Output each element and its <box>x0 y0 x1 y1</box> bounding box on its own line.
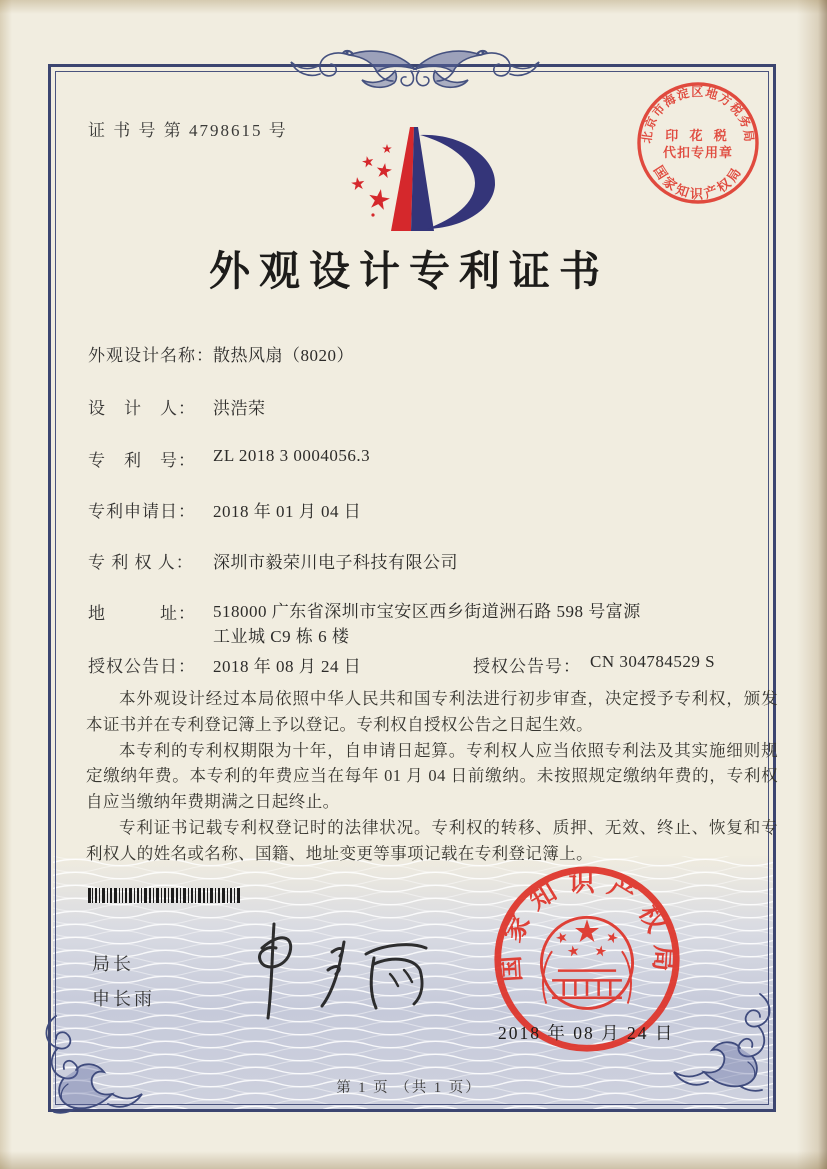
field-row-patentee <box>88 548 778 572</box>
seal-date: 2018 年 08 月 24 日 <box>498 1023 675 1043</box>
field-value: CN 304784529 S <box>590 652 716 671</box>
svg-text:国家知识产权局 <box>651 163 746 201</box>
paper-edge-shading <box>797 0 827 1169</box>
corner-scroll-ornament-icon <box>32 1014 144 1118</box>
legal-text-block <box>86 686 778 867</box>
field-value: 518000 广东省深圳市宝安区西乡街道洲石路 598 号富源工业城 C9 栋 6 楼 <box>213 602 641 646</box>
field-value: 深圳市毅荣川电子科技有限公司 <box>213 553 458 572</box>
field-row-design-name <box>88 341 778 365</box>
tax-stamp-line1: 印 花 税 <box>665 128 731 143</box>
certificate-title: 外观设计专利证书 <box>209 248 609 294</box>
certificate-number: 证 书 号 第 4798615 号 <box>88 121 288 140</box>
paper-edge-shading <box>0 0 827 14</box>
field-label: 设 计 人： <box>88 399 196 418</box>
field-row-grant <box>88 652 778 676</box>
barcode-icon <box>88 888 242 903</box>
legal-paragraph: 本外观设计经过本局依照中华人民共和国专利法进行初步审查，决定授予专利权，颁发本证书并在专利登记簿上予以登记。专利权自授权公告之日起生效。 <box>86 689 778 734</box>
field-value: 2018 年 08 月 24 日 <box>213 657 362 676</box>
paper-edge-shading <box>0 1151 827 1169</box>
field-value: 2018 年 01 月 04 日 <box>213 502 362 521</box>
director-name: 申长雨 <box>92 989 155 1009</box>
director-title: 局长 <box>92 954 134 974</box>
legal-paragraph: 专利证书记载专利权登记时的法律状况。专利权的转移、质押、无效、终止、恢复和专利权人的姓名或名称、国籍、地址变更等事项记载在专利登记簿上。 <box>86 817 778 863</box>
field-row-patent-no <box>88 446 778 470</box>
field-label: 授权公告号： <box>473 657 581 676</box>
tax-stamp-arc-bottom: 国家知识产权局 <box>650 162 746 202</box>
field-label: 外观设计名称： <box>88 346 214 365</box>
page-footer: 第 1 页 （共 1 页） <box>336 1080 482 1096</box>
national-emblem-icon <box>541 917 632 1008</box>
field-label: 专利申请日： <box>88 502 196 521</box>
field-row-designer <box>88 394 778 418</box>
cnipa-p-logo-icon <box>337 123 507 238</box>
field-label: 授权公告日： <box>88 657 196 676</box>
field-row-address <box>88 599 778 651</box>
field-label: 专 利 号： <box>88 451 196 470</box>
top-dragon-ornament-icon <box>287 42 543 94</box>
field-value: ZL 2018 3 0004056.3 <box>213 446 371 465</box>
field-label: 地 址： <box>88 604 196 623</box>
seal-arc-text: 国家知识产权局 <box>495 868 679 983</box>
paper-edge-shading <box>0 0 12 1169</box>
tax-stamp-arc-top: 北京市海淀区地方税务局 <box>639 85 757 145</box>
field-value: 洪浩荣 <box>213 399 266 418</box>
legal-paragraph: 本专利的专利权期限为十年，自申请日起算。专利权人应当依照专利法及其实施细则规定缴纳年费。本专利的年费应当在每年 01 月 04 日前缴纳。未按照规定缴纳年费的，专利权自应当缴纳年费期满之日起终止。 <box>86 740 778 812</box>
field-label: 专 利 权 人： <box>88 553 194 572</box>
tax-bureau-stamp <box>633 78 763 208</box>
handwritten-signature <box>228 918 438 1023</box>
field-row-filing-date <box>88 497 778 521</box>
tax-stamp-line2: 代扣专用章 <box>662 145 734 160</box>
field-value: 散热风扇（8020） <box>213 346 354 365</box>
